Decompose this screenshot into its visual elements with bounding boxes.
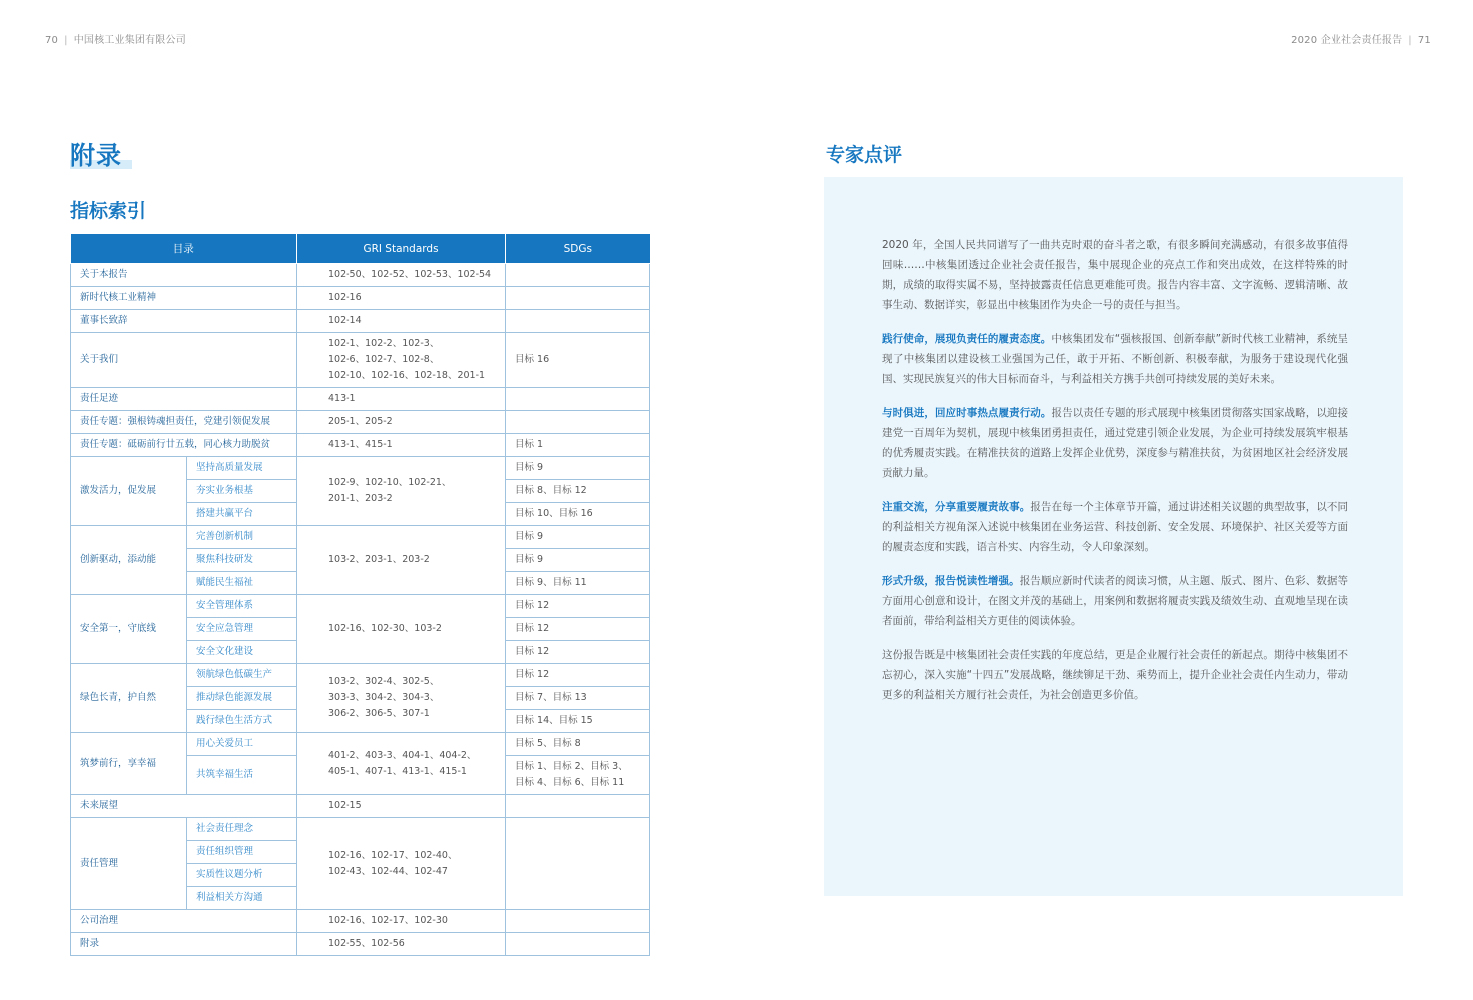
- subsection-cell: 社会责任理念: [187, 818, 297, 841]
- sdg-cell: 目标 7、目标 13: [506, 687, 650, 710]
- paragraph-body: 中核集团发布“强核报国、创新奉献”新时代核工业精神，系统呈现了中核集团以建设核工业强国为己任，敢于开拓、不断创新、积极奉献，为服务于建设现代化强国、实现民族复兴的伟大目标而奋斗，与利益相关方携手共创可持续发展的美好未来。: [882, 333, 1348, 385]
- gri-cell: [297, 333, 506, 388]
- paragraph-body: 报告顺应新时代读者的阅读习惯，从主题、版式、图片、色彩、数据等方面用心创意和设计，在图文并茂的基础上，用案例和数据将履责实践及绩效生动、直观地呈现在读者面前，带给利益相关方更佳的阅读体验。: [882, 575, 1349, 627]
- section-cell: 董事长致辞: [71, 310, 297, 333]
- header-gri: GRI Standards: [297, 234, 506, 264]
- gri-cell: 102-16: [297, 287, 506, 310]
- table-row: [71, 733, 650, 756]
- report-title: 2020 企业社会责任报告: [1291, 35, 1403, 46]
- sdg-cell: 目标 16: [506, 333, 650, 388]
- section-cell: 公司治理: [71, 910, 297, 933]
- review-paragraph: 这份报告既是中核集团社会责任实践的年度总结，更是企业履行社会责任的新起点。期待中核集团不忘初心，深入实施“十四五”发展战略，继续铆足干劲、乘势而上，提升企业社会责任内生动力，带动更多的利益相关方履行社会责任，为社会创造更多价值。: [882, 649, 1348, 701]
- table-row: [71, 818, 650, 841]
- section-cell: 筑梦前行，享幸福: [71, 733, 187, 795]
- section-cell: 新时代核工业精神: [71, 287, 297, 310]
- paragraph-body: 报告以责任专题的形式展现中核集团贯彻落实国家战略，以迎接建党一百周年为契机，展现中核集团勇担责任，通过党建引领企业发展，为企业可持续发展筑牢根基的优秀履责实践。在精准扶贫的道路上发挥企业优势，深度参与精准扶贫，为贫困地区社会经济发展贡献力量。: [882, 407, 1349, 479]
- gri-line: 102-43、102-44、102-47: [328, 865, 448, 877]
- table-row: [71, 310, 650, 333]
- gri-index-table: [70, 234, 650, 956]
- sdg-cell: 目标 5、目标 8: [506, 733, 650, 756]
- gri-line: 102-9、102-10、102-21、: [328, 477, 452, 488]
- review-paragraph: [882, 497, 1348, 557]
- subsection-cell: 践行绿色生活方式: [187, 710, 297, 733]
- gri-line: 405-1、407-1、413-1、415-1: [328, 765, 467, 777]
- left-page-header: 70 | 中国核工业集团有限公司: [45, 35, 186, 46]
- sdg-cell: [506, 411, 650, 434]
- subsection-cell: 实质性议题分析: [187, 864, 297, 887]
- sdg-cell: 目标 9: [506, 457, 650, 480]
- section-cell: 未来展望: [71, 795, 297, 818]
- gri-cell: 103-2、203-1、203-2: [297, 526, 506, 595]
- section-cell: 绿色长青，护自然: [71, 664, 187, 733]
- table-row: [71, 287, 650, 310]
- expert-review-text: [882, 235, 1348, 719]
- section-cell: 激发活力，促发展: [71, 457, 187, 526]
- gri-cell: 205-1、205-2: [297, 411, 506, 434]
- table-row: [71, 457, 650, 480]
- table-header-row: [71, 234, 650, 264]
- section-cell: 安全第一，守底线: [71, 595, 187, 664]
- gri-cell: 413-1: [297, 388, 506, 411]
- sdg-cell: 目标 1: [506, 434, 650, 457]
- section-cell: 创新驱动，添动能: [71, 526, 187, 595]
- sdg-cell: [506, 310, 650, 333]
- sdg-cell: 目标 12: [506, 618, 650, 641]
- sdg-cell: [506, 388, 650, 411]
- subsection-cell: 安全管理体系: [187, 595, 297, 618]
- sdg-cell: 目标 10、目标 16: [506, 503, 650, 526]
- gri-line: 102-6、102-7、102-8、: [328, 354, 440, 365]
- sdg-cell: 目标 14、目标 15: [506, 710, 650, 733]
- sdg-line: 目标 1、目标 2、目标 3、: [515, 761, 628, 772]
- right-page-number: 71: [1417, 35, 1431, 46]
- table-row: [71, 411, 650, 434]
- header-contents: 目录: [71, 234, 297, 264]
- review-paragraph: [882, 571, 1348, 631]
- paragraph-keyword: 注重交流，分享重要履责故事。: [882, 501, 1031, 513]
- table-row: [71, 664, 650, 687]
- sdg-cell: 目标 9: [506, 526, 650, 549]
- section-cell: 责任专题：砥砺前行廿五载，同心核力助脱贫: [71, 434, 297, 457]
- sdg-cell: 目标 8、目标 12: [506, 480, 650, 503]
- gri-cell: 102-14: [297, 310, 506, 333]
- section-cell: 责任足迹: [71, 388, 297, 411]
- company-name: 中国核工业集团有限公司: [73, 35, 186, 46]
- sdg-cell: 目标 12: [506, 664, 650, 687]
- gri-line: 303-3、304-2、304-3、: [328, 692, 440, 703]
- gri-line: 102-16、102-17、102-40、: [328, 849, 458, 861]
- gri-line: 306-2、306-5、307-1: [328, 708, 430, 719]
- gri-cell: 413-1、415-1: [297, 434, 506, 457]
- gri-cell: [297, 664, 506, 733]
- expert-review-panel: [824, 177, 1403, 896]
- review-paragraph: [882, 329, 1348, 389]
- subsection-cell: 搭建共赢平台: [187, 503, 297, 526]
- section-cell: 关于我们: [71, 333, 297, 388]
- left-page-number: 70: [45, 35, 59, 46]
- gri-line: 103-2、302-4、302-5、: [328, 676, 440, 687]
- subsection-cell: 赋能民生福祉: [187, 572, 297, 595]
- table-row: [71, 933, 650, 956]
- gri-cell: 102-55、102-56: [297, 933, 506, 956]
- gri-line: 401-2、403-3、404-1、404-2、: [328, 749, 477, 761]
- sdg-cell: [506, 264, 650, 287]
- gri-cell: 102-15: [297, 795, 506, 818]
- subsection-cell: 领航绿色低碳生产: [187, 664, 297, 687]
- table-row: [71, 388, 650, 411]
- table-row: [71, 333, 650, 388]
- gri-line: 201-1、203-2: [328, 493, 393, 504]
- table-row: [71, 526, 650, 549]
- sdg-cell: [506, 818, 650, 910]
- section-cell: 关于本报告: [71, 264, 297, 287]
- gri-cell: 102-16、102-30、103-2: [297, 595, 506, 664]
- subsection-cell: 聚焦科技研发: [187, 549, 297, 572]
- appendix-title: 附录: [70, 141, 123, 170]
- section-cell: 附录: [71, 933, 297, 956]
- sdg-cell: 目标 9、目标 11: [506, 572, 650, 595]
- paragraph-keyword: 践行使命，展现负责任的履责态度。: [882, 333, 1052, 345]
- subsection-cell: 共筑幸福生活: [187, 756, 297, 795]
- gri-cell: 102-16、102-17、102-30: [297, 910, 506, 933]
- expert-review-title: 专家点评: [826, 144, 903, 166]
- table-row: [71, 434, 650, 457]
- gri-line: 102-10、102-16、102-18、201-1: [328, 370, 486, 381]
- subsection-cell: 坚持高质量发展: [187, 457, 297, 480]
- table-row: [71, 595, 650, 618]
- paragraph-keyword: 与时俱进，回应时事热点履责行动。: [882, 407, 1052, 419]
- paragraph-keyword: 形式升级，报告悦读性增强。: [882, 575, 1020, 587]
- paragraph-body: 报告在每一个主体章节开篇，通过讲述相关议题的典型故事，以不同的利益相关方视角深入述说中核集团在业务运营、科技创新、安全发展、环境保护、社区关爱等方面的履责态度和实践，语言朴实、内容生动，令人印象深刻。: [882, 501, 1349, 553]
- sdg-line: 目标 4、目标 6、目标 11: [515, 777, 625, 788]
- sdg-cell: [506, 910, 650, 933]
- gri-cell: 102-50、102-52、102-53、102-54: [297, 264, 506, 287]
- sdg-cell: [506, 756, 650, 795]
- subsection-cell: 用心关爱员工: [187, 733, 297, 756]
- sdg-cell: 目标 12: [506, 641, 650, 664]
- sdg-cell: [506, 287, 650, 310]
- gri-line: 102-1、102-2、102-3、: [328, 338, 440, 349]
- table-row: [71, 795, 650, 818]
- table-row: [71, 910, 650, 933]
- right-page-header: 2020 企业社会责任报告 | 71: [1291, 35, 1431, 46]
- review-paragraph: 2020 年，全国人民共同谱写了一曲共克时艰的奋斗者之歌，有很多瞬间充满感动，有很多故事值得回味……中核集团透过企业社会责任报告，集中展现企业的亮点工作和突出成效，在这样特殊的时期，成绩的取得实属不易，坚持披露责任信息更难能可贵。报告内容丰富、文字流畅、逻辑清晰、故事生动、数据详实，彰显出中核集团作为央企一号的责任与担当。: [882, 239, 1348, 311]
- subsection-cell: 责任组织管理: [187, 841, 297, 864]
- sdg-cell: 目标 12: [506, 595, 650, 618]
- section-cell: 责任管理: [71, 818, 187, 910]
- subsection-cell: 安全应急管理: [187, 618, 297, 641]
- subsection-cell: 安全文化建设: [187, 641, 297, 664]
- gri-cell: [297, 457, 506, 526]
- sdg-cell: [506, 795, 650, 818]
- gri-cell: [297, 733, 506, 795]
- subsection-cell: 推动绿色能源发展: [187, 687, 297, 710]
- section-cell: 责任专题：强根铸魂担责任，党建引领促发展: [71, 411, 297, 434]
- subsection-cell: 完善创新机制: [187, 526, 297, 549]
- sdg-cell: 目标 9: [506, 549, 650, 572]
- sdg-cell: [506, 933, 650, 956]
- review-paragraph: [882, 403, 1348, 483]
- subsection-cell: 利益相关方沟通: [187, 887, 297, 910]
- subsection-cell: 夯实业务根基: [187, 480, 297, 503]
- gri-cell: [297, 818, 506, 910]
- index-title: 指标索引: [70, 200, 147, 222]
- header-sdgs: SDGs: [506, 234, 650, 264]
- table-row: [71, 264, 650, 287]
